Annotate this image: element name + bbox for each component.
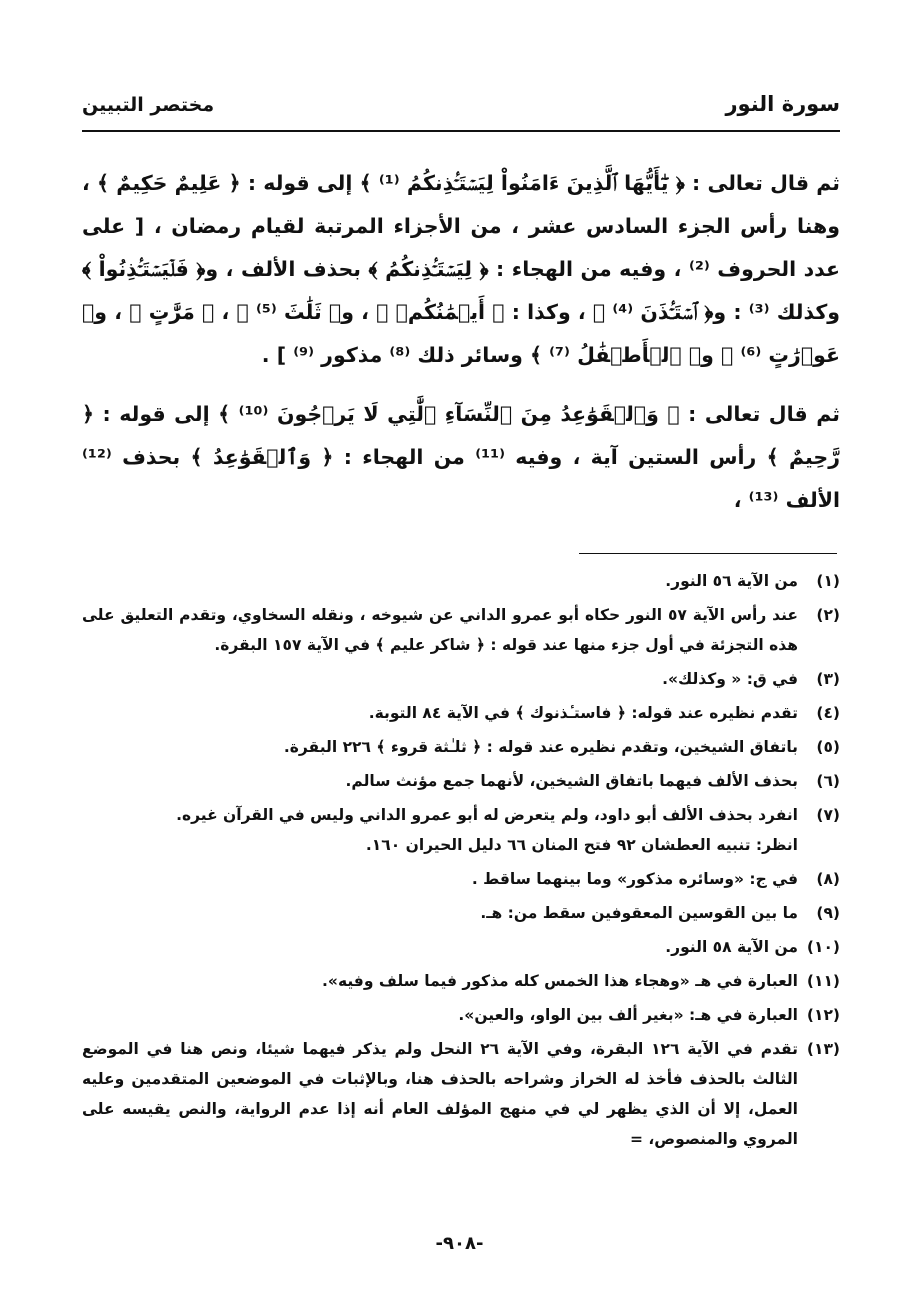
footnote-8 [82,864,840,894]
footnote-reference-line: انظر: تنبيه العطشان ٩٢ فتح المنان ٦٦ دليل الحيران ١٦٠. [365,836,798,854]
footnote-text: في ق: « وكذلك». [662,670,798,688]
book-title: مختصر التبيين [82,94,215,116]
footnote-9 [82,898,840,928]
footnote-2 [82,600,840,660]
footnote-4 [82,698,840,728]
footnote-number: (١٠) [806,938,840,956]
page-number: -٩٠٨- [435,1233,484,1254]
footnote-number: (١) [816,572,840,590]
footnote-text: العبارة في هـ «وهجاء هذا الخمس كله مذكور فيما سلف وفيه». [322,972,798,990]
footnote-text: ما بين القوسين المعقوفين سقط من: هـ. [480,904,798,922]
footnote-text: انفرد بحذف الألف أبو داود، ولم يتعرض له أبو عمرو الداني وليس في القرآن غيره. [176,806,798,824]
footnote-13 [82,1034,840,1154]
footnote-text: باتفاق الشيخين، وتقدم نظيره عند قوله : ﴿ ثلـٰثة قروء ﴾ ٢٢٦ البقرة. [283,738,798,756]
footnote-number: (٧) [816,806,840,824]
footnote-separator [579,553,837,554]
footnote-5 [82,732,840,762]
footnote-11 [82,966,840,996]
footnotes [82,566,840,1158]
footnote-text: من الآية ٥٨ النور. [665,938,798,956]
footnote-number: (٨) [816,870,840,888]
main-paragraph-2: ثم قال تعالى : ﴿ وَٱلۡقَوَٰعِدُ مِنَ ٱلنِّسَآءِ ٱلَّٰتِي لَا يَرۡجُونَ ⁽¹⁰⁾ ﴾ إلى قوله : ﴿ رَّحِيمٌ ﴾ رأس الستين آية ، وفيه ⁽¹¹⁾ من الهجاء : ﴿ وَٱلۡقَوَٰعِدُ ﴾ بحذف ⁽¹²⁾ الألف ⁽¹³⁾ ، [82,402,841,512]
footnote-number: (٤) [816,704,840,722]
footnote-number: (٣) [816,670,840,688]
footnote-3 [82,664,840,694]
surah-title: سورة النور [725,92,840,116]
footnote-6 [82,766,840,796]
main-paragraph-1: ثم قال تعالى : ﴿ يَٰٓأَيُّهَا ٱلَّذِينَ ءَامَنُواْ لِيَسۡتَـٔۡذِنكُمُ ⁽¹⁾ ﴾ إلى قوله : ﴿ عَلِيمٌ حَكِيمٌ ﴾ ، وهنا رأس الجزء السادس عشر ، من الأجزاء المرتبة لقيام رمضان ، [ على عدد الحروف ⁽²⁾ ، وفيه من الهجاء : ﴿ لِيَسۡتَـٔۡذِنكُمُ ﴾ بحذف الألف ، و﴿ فَلۡيَسۡتَـٔۡذِنُواْ ﴾ وكذلك ⁽³⁾ : و﴿ ٱسۡتَـٔۡذَنَ ⁽⁴⁾ ﴾ ، وكذا : ﴿ أَيۡمَٰنُكُمۡ ﴾ ، و﴿ ثَلَٰثَ ⁽⁵⁾ ﴾ ، ﴿ مَرَّٰتٍ ﴾ ، و﴿ عَوۡرَٰتٍ ⁽⁶⁾ ﴾ و﴿ ٱلۡأَطۡفَٰلُ ⁽⁷⁾ ﴾ وسائر ذلك ⁽⁸⁾ مذكور ⁽⁹⁾ ] . [82,171,841,367]
footnote-number: (١٣) [806,1040,840,1058]
footnote-1 [82,566,840,596]
footnote-text: عند رأس الآية ٥٧ النور حكاه أبو عمرو الداني عن شيوخه ، ونقله السخاوي، وتقدم التعليق على هذه التجزئة في أول جزء منها عند قوله : ﴿ شاكر عليم ﴾ في الآية ١٥٧ البقرة. [82,606,798,654]
footnote-text: العبارة في هـ: «بغير ألف بين الواو، والعين». [458,1006,798,1024]
footnote-text: في ج: «وسائره مذكور» وما بينهما ساقط . [471,870,798,888]
main-text [82,162,840,538]
footnote-12 [82,1000,840,1030]
running-header [82,92,840,132]
footnote-text: من الآية ٥٦ النور. [665,572,798,590]
footnote-number: (٦) [816,772,840,790]
footnote-number: (١٢) [806,1006,840,1024]
footnote-number: (٩) [816,904,840,922]
footnote-7 [82,800,840,860]
footnote-number: (٢) [816,606,840,624]
footnote-number: (١١) [806,972,840,990]
footnote-text: تقدم نظيره عند قوله: ﴿ فاستـٔذنوك ﴾ في الآية ٨٤ التوبة. [368,704,798,722]
footnote-10 [82,932,840,962]
footnote-number: (٥) [816,738,840,756]
footnote-text: تقدم في الآية ١٢٦ البقرة، وفي الآية ٢٦ النحل ولم يذكر فيهما شيئا، ونص هنا في الموضع الثالث بالحذف فأخذ له الخراز وشراحه بالحذف هنا، وبالإثبات في الموضعين المتقدمين وعليه العمل، إلا أن الذي يظهر لي في منهج المؤلف العام أنه إذا عدم الرواية، والنص يقيسه على المروي والمنصوص، = [82,1040,799,1148]
footnote-text: بحذف الألف فيهما باتفاق الشيخين، لأنهما جمع مؤنث سالم. [345,772,798,790]
